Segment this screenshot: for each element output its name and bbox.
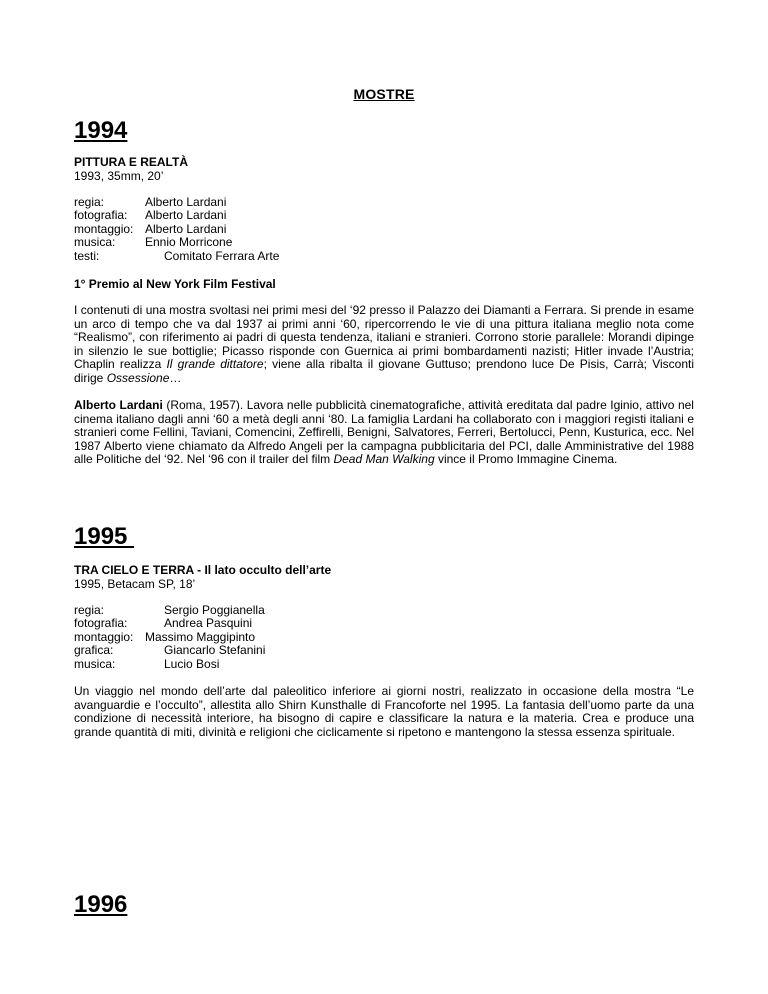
- credit-row: [74, 250, 374, 263]
- year-heading-1996: 1996: [74, 891, 128, 918]
- credit-name: Andrea Pasquini: [164, 616, 253, 631]
- description-text: Un viaggio nel mondo dell’arte dal paleolitico inferiore ai giorni nostri, realizzato in occasione della mostra “Le avanguardie e l’occulto”, allestita allo Shirn Kunsthalle di Francoforte nel 1995. La fantasia dell’uomo parte da una condizione di necessità interiore, ha bisogno di capire e classificare la natura e la materia. Crea e produce una grande quantità di miti, divinità e religioni che ciclicamente si ripetono e mantengono la stessa essenza spirituale.: [74, 684, 694, 739]
- credit-name: Ennio Morricone: [145, 235, 233, 250]
- credit-name: Alberto Lardani: [145, 195, 227, 209]
- credit-role: musica:: [74, 235, 116, 250]
- credit-role: fotografia:: [74, 208, 128, 223]
- credit-role: montaggio:: [74, 221, 134, 236]
- credits-list: [74, 196, 374, 263]
- award-line: 1° Premio al New York Film Festival: [74, 277, 276, 291]
- credit-row: [74, 644, 394, 657]
- film-title: TRA CIELO E TERRA - Il lato occulto dell’arte: [74, 563, 332, 577]
- bio-name: Alberto Lardani: [74, 398, 163, 412]
- credit-role: regia:: [74, 195, 105, 209]
- page-title: MOSTRE: [353, 86, 415, 102]
- credits-list: [74, 604, 394, 671]
- credit-name: Alberto Lardani: [145, 208, 227, 223]
- credit-role: grafica:: [74, 643, 114, 658]
- italic-film-title: Ossessione: [106, 370, 170, 385]
- credit-role: musica:: [74, 656, 116, 671]
- credit-row: [74, 236, 374, 249]
- credit-role: regia:: [74, 603, 105, 617]
- bio-text: (Roma, 1957). Lavora nelle pubblicità cinematografiche, attività ereditata dal padre Iginio, attivo nel cinema italiano dagli anni ‘60 a metà degli anni ‘80. La famiglia Lardani ha collaborato con i maggiori registi italiani e stranieri come Fellini, Taviani, Comencini, Zeffirelli, Benigni, Salvatores, Ferreri, Bertolucci, Penn, Kusturica, ecc. Nel 1987 Alberto viene chiamato da Alfredo Angeli per la campagna pubblicitaria del PCI, dalle Amministrative del 1988 alle Politiche del ‘92. Nel ‘96 con il trailer del film: [74, 398, 694, 467]
- film-title: PITTURA E REALTÀ: [74, 155, 188, 169]
- credit-row: [74, 631, 394, 644]
- bio-text: vince il Promo Immagine Cinema.: [434, 452, 618, 467]
- credit-role: testi:: [74, 248, 100, 263]
- credit-name: Comitato Ferrara Arte: [164, 248, 280, 263]
- film-description: [74, 685, 694, 739]
- credit-row: [74, 209, 374, 222]
- credit-name: Giancarlo Stefanini: [164, 643, 266, 658]
- description-text: …: [169, 370, 182, 385]
- italic-film-title: Il grande dittatore: [166, 357, 264, 372]
- credit-name: Alberto Lardani: [145, 221, 227, 236]
- description-text: I contenuti di una mostra svoltasi nei primi mesi del ‘92 presso il Palazzo dei Diamanti a Ferrara. Si prende in esame un arco di tempo che va dal 1937 ai primi anni ‘60, ripercorrendo le vie di una pittura italiana meglio nota come “Realismo”, con riferimento ai padri di questa tendenza, italiani e stranieri. Corrono storie parallele: Morandi dipinge in silenzio le sue bottiglie; Picasso risponde con Guernica ai primi bombardamenti nazisti; Hitler invade l’Austria; Chaplin realizza: [74, 303, 694, 372]
- year-heading-1995: 1995: [74, 523, 135, 550]
- credit-name: Sergio Poggianella: [164, 603, 265, 617]
- credit-row: [74, 658, 394, 671]
- film-meta: 1995, Betacam SP, 18’: [74, 577, 196, 591]
- year-heading-1994: 1994: [74, 117, 128, 144]
- italic-film-title: Dead Man Walking: [333, 452, 435, 467]
- description-text: ; viene alla ribalta il giovane Guttuso; prendono luce De Pisis, Carrà; Visconti dirige: [74, 357, 694, 385]
- film-meta: 1993, 35mm, 20’: [74, 169, 164, 183]
- credit-role: fotografia:: [74, 616, 128, 631]
- credit-row: [74, 196, 374, 209]
- credit-row: [74, 604, 394, 617]
- credit-row: [74, 617, 394, 630]
- credit-name: Massimo Maggipinto: [145, 629, 256, 644]
- film-description: [74, 304, 694, 386]
- credit-name: Lucio Bosi: [164, 656, 220, 671]
- credit-row: [74, 223, 374, 236]
- credit-role: montaggio:: [74, 629, 134, 644]
- director-bio: [74, 399, 694, 467]
